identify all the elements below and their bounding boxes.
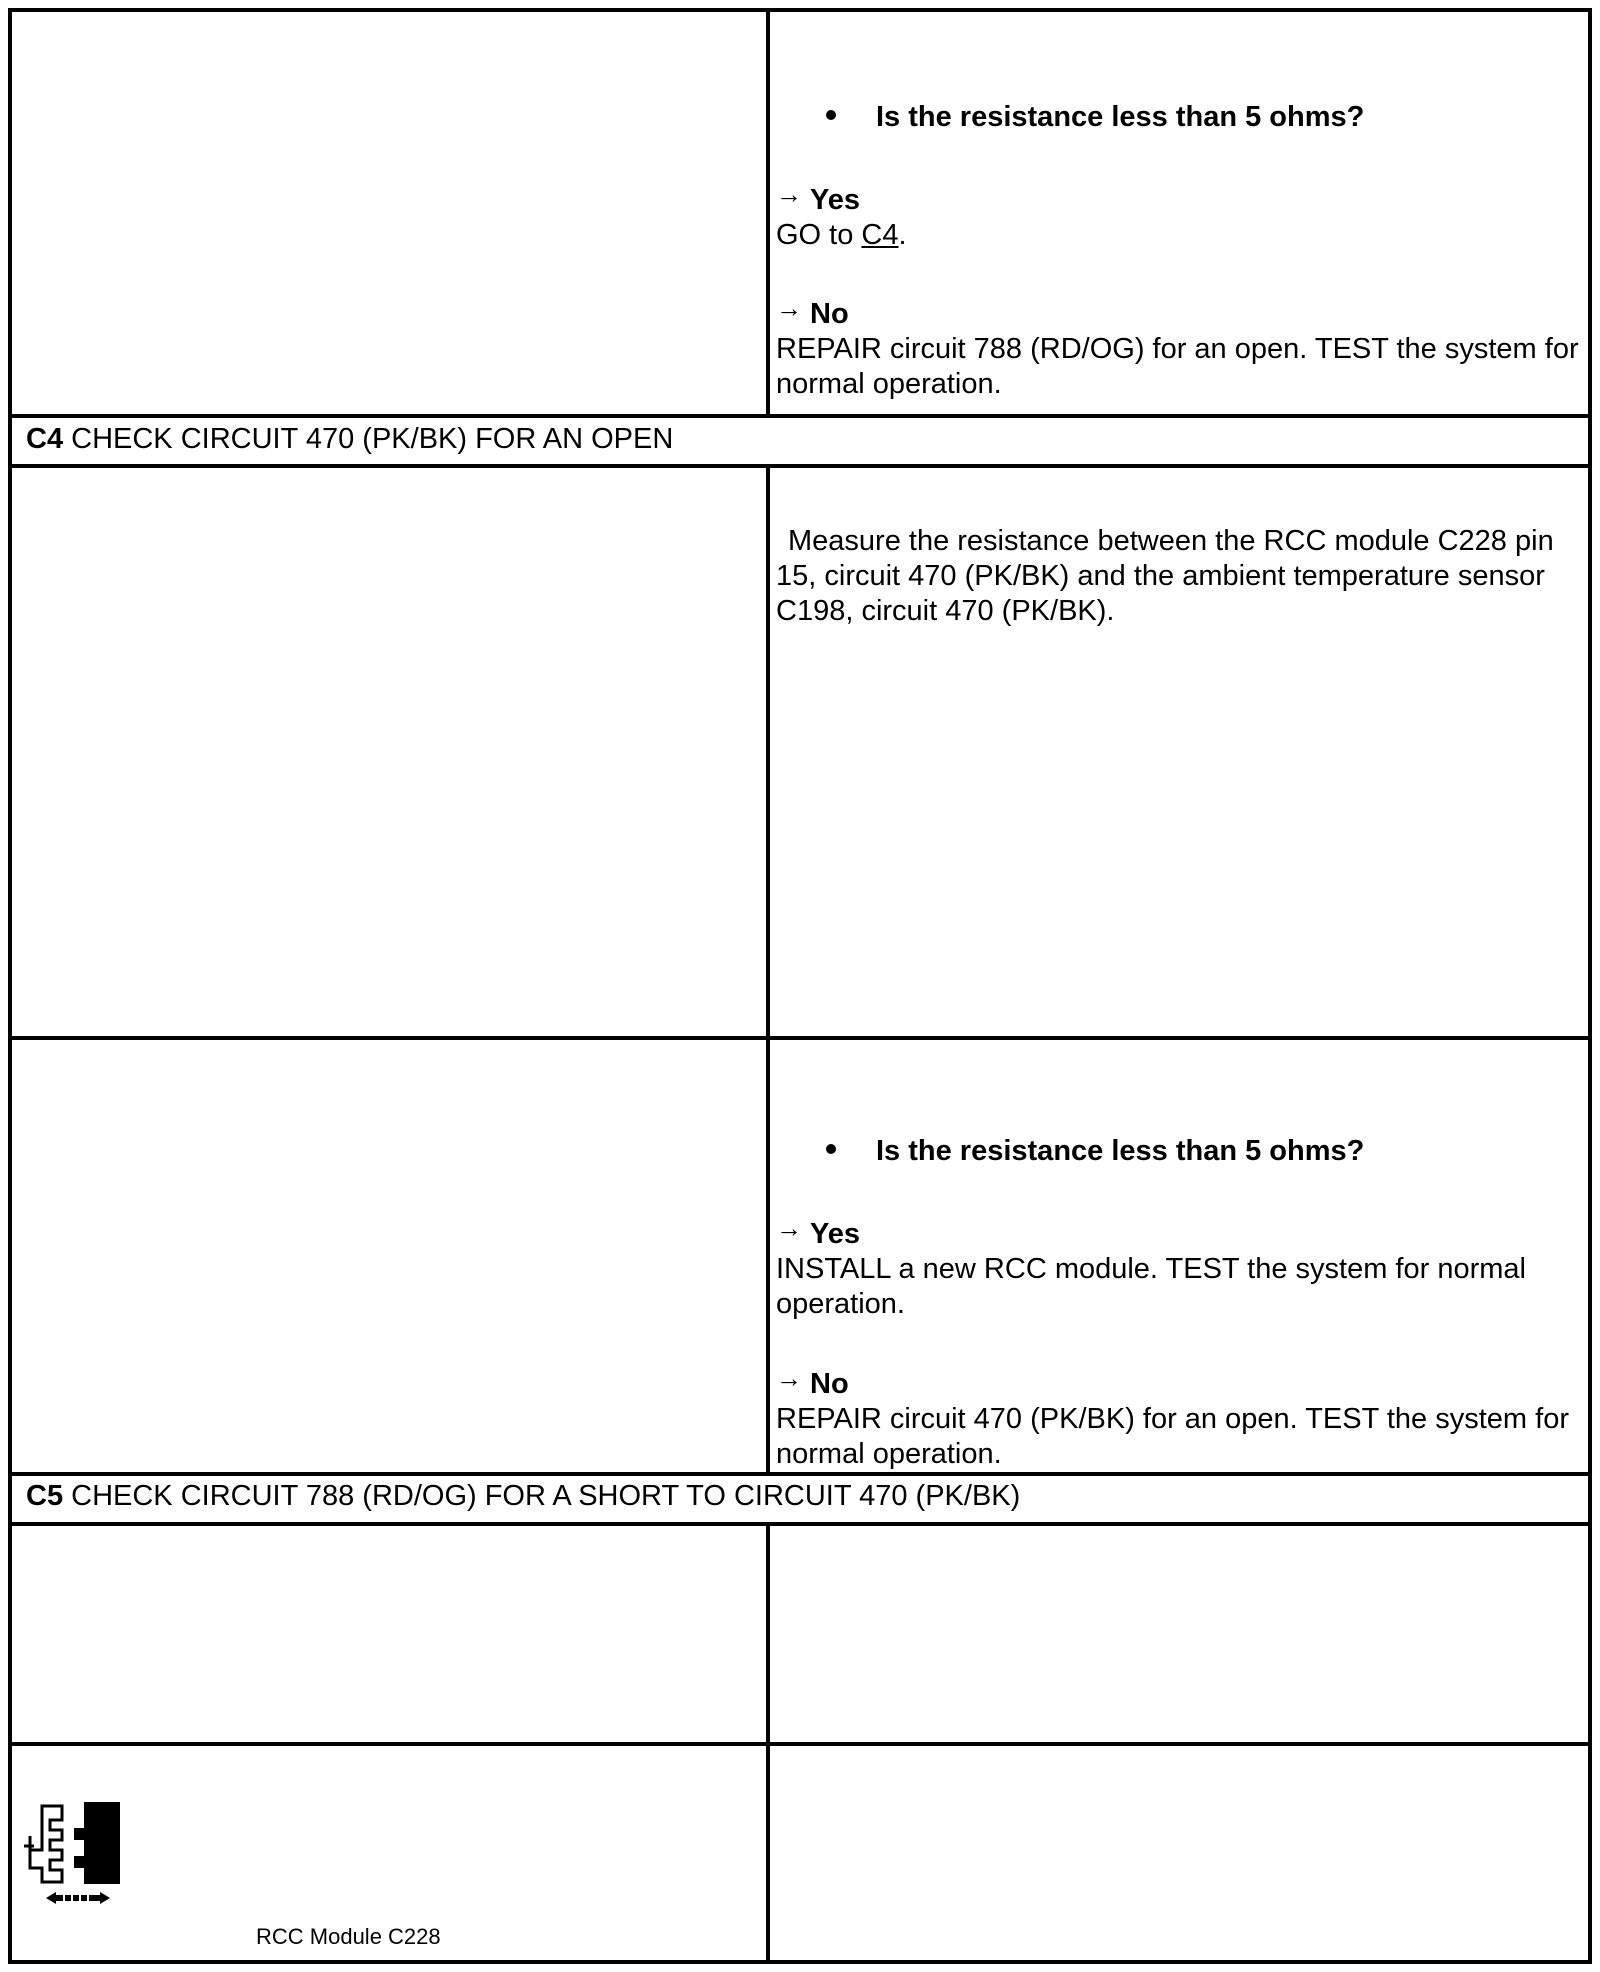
- c5-step-header: C5 CHECK CIRCUIT 788 (RD/OG) FOR A SHORT TO CIRCUIT 470 (PK/BK): [26, 1480, 1021, 1512]
- row1-yes-answer: → Yes GO to C4.: [776, 179, 907, 251]
- column-divider: [766, 468, 770, 1036]
- arrow-right-icon: →: [776, 293, 802, 323]
- c4-question: Is the resistance less than 5 ohms?: [826, 1134, 1364, 1169]
- column-divider: [766, 1040, 770, 1472]
- arrow-right-icon: →: [776, 179, 802, 209]
- row-separator: [12, 464, 1588, 468]
- row-separator: [12, 1472, 1588, 1476]
- bullet-icon: [826, 110, 836, 120]
- arrow-right-icon: →: [776, 1363, 802, 1393]
- column-divider: [766, 1526, 770, 1742]
- row1-answer-cell: [776, 12, 1588, 414]
- row1-question: Is the resistance less than 5 ohms?: [826, 100, 1364, 135]
- row-separator: [12, 1522, 1588, 1526]
- c4-no-answer: → No REPAIR circuit 470 (PK/BK) for an open. TEST the system for normal operation.: [776, 1363, 1569, 1470]
- connector-disconnect-icon: [20, 1798, 140, 1913]
- connector-caption: RCC Module C228: [256, 1924, 441, 1949]
- row-separator: [12, 414, 1588, 418]
- column-divider: [766, 1746, 770, 1960]
- c4-answer-cell: [776, 1040, 1588, 1472]
- c4-yes-answer: → Yes INSTALL a new RCC module. TEST the system for normal operation.: [776, 1213, 1526, 1320]
- go-to-c4-link[interactable]: C4: [861, 219, 899, 251]
- row-separator: [12, 1742, 1588, 1746]
- c4-instruction: Measure the resistance between the RCC module C228 pin 15, circuit 470 (PK/BK) and the ambient temperature sensor C198, circuit 470 (PK/BK).: [776, 525, 1554, 627]
- c4-step-header: C4 CHECK CIRCUIT 470 (PK/BK) FOR AN OPEN: [26, 423, 674, 455]
- column-divider: [766, 12, 770, 414]
- row1-no-answer: → No REPAIR circuit 788 (RD/OG) for an open. TEST the system for normal operation.: [776, 293, 1579, 400]
- bullet-icon: [826, 1144, 836, 1154]
- arrow-right-icon: →: [776, 1213, 802, 1243]
- diagnostic-table: [8, 8, 1592, 1964]
